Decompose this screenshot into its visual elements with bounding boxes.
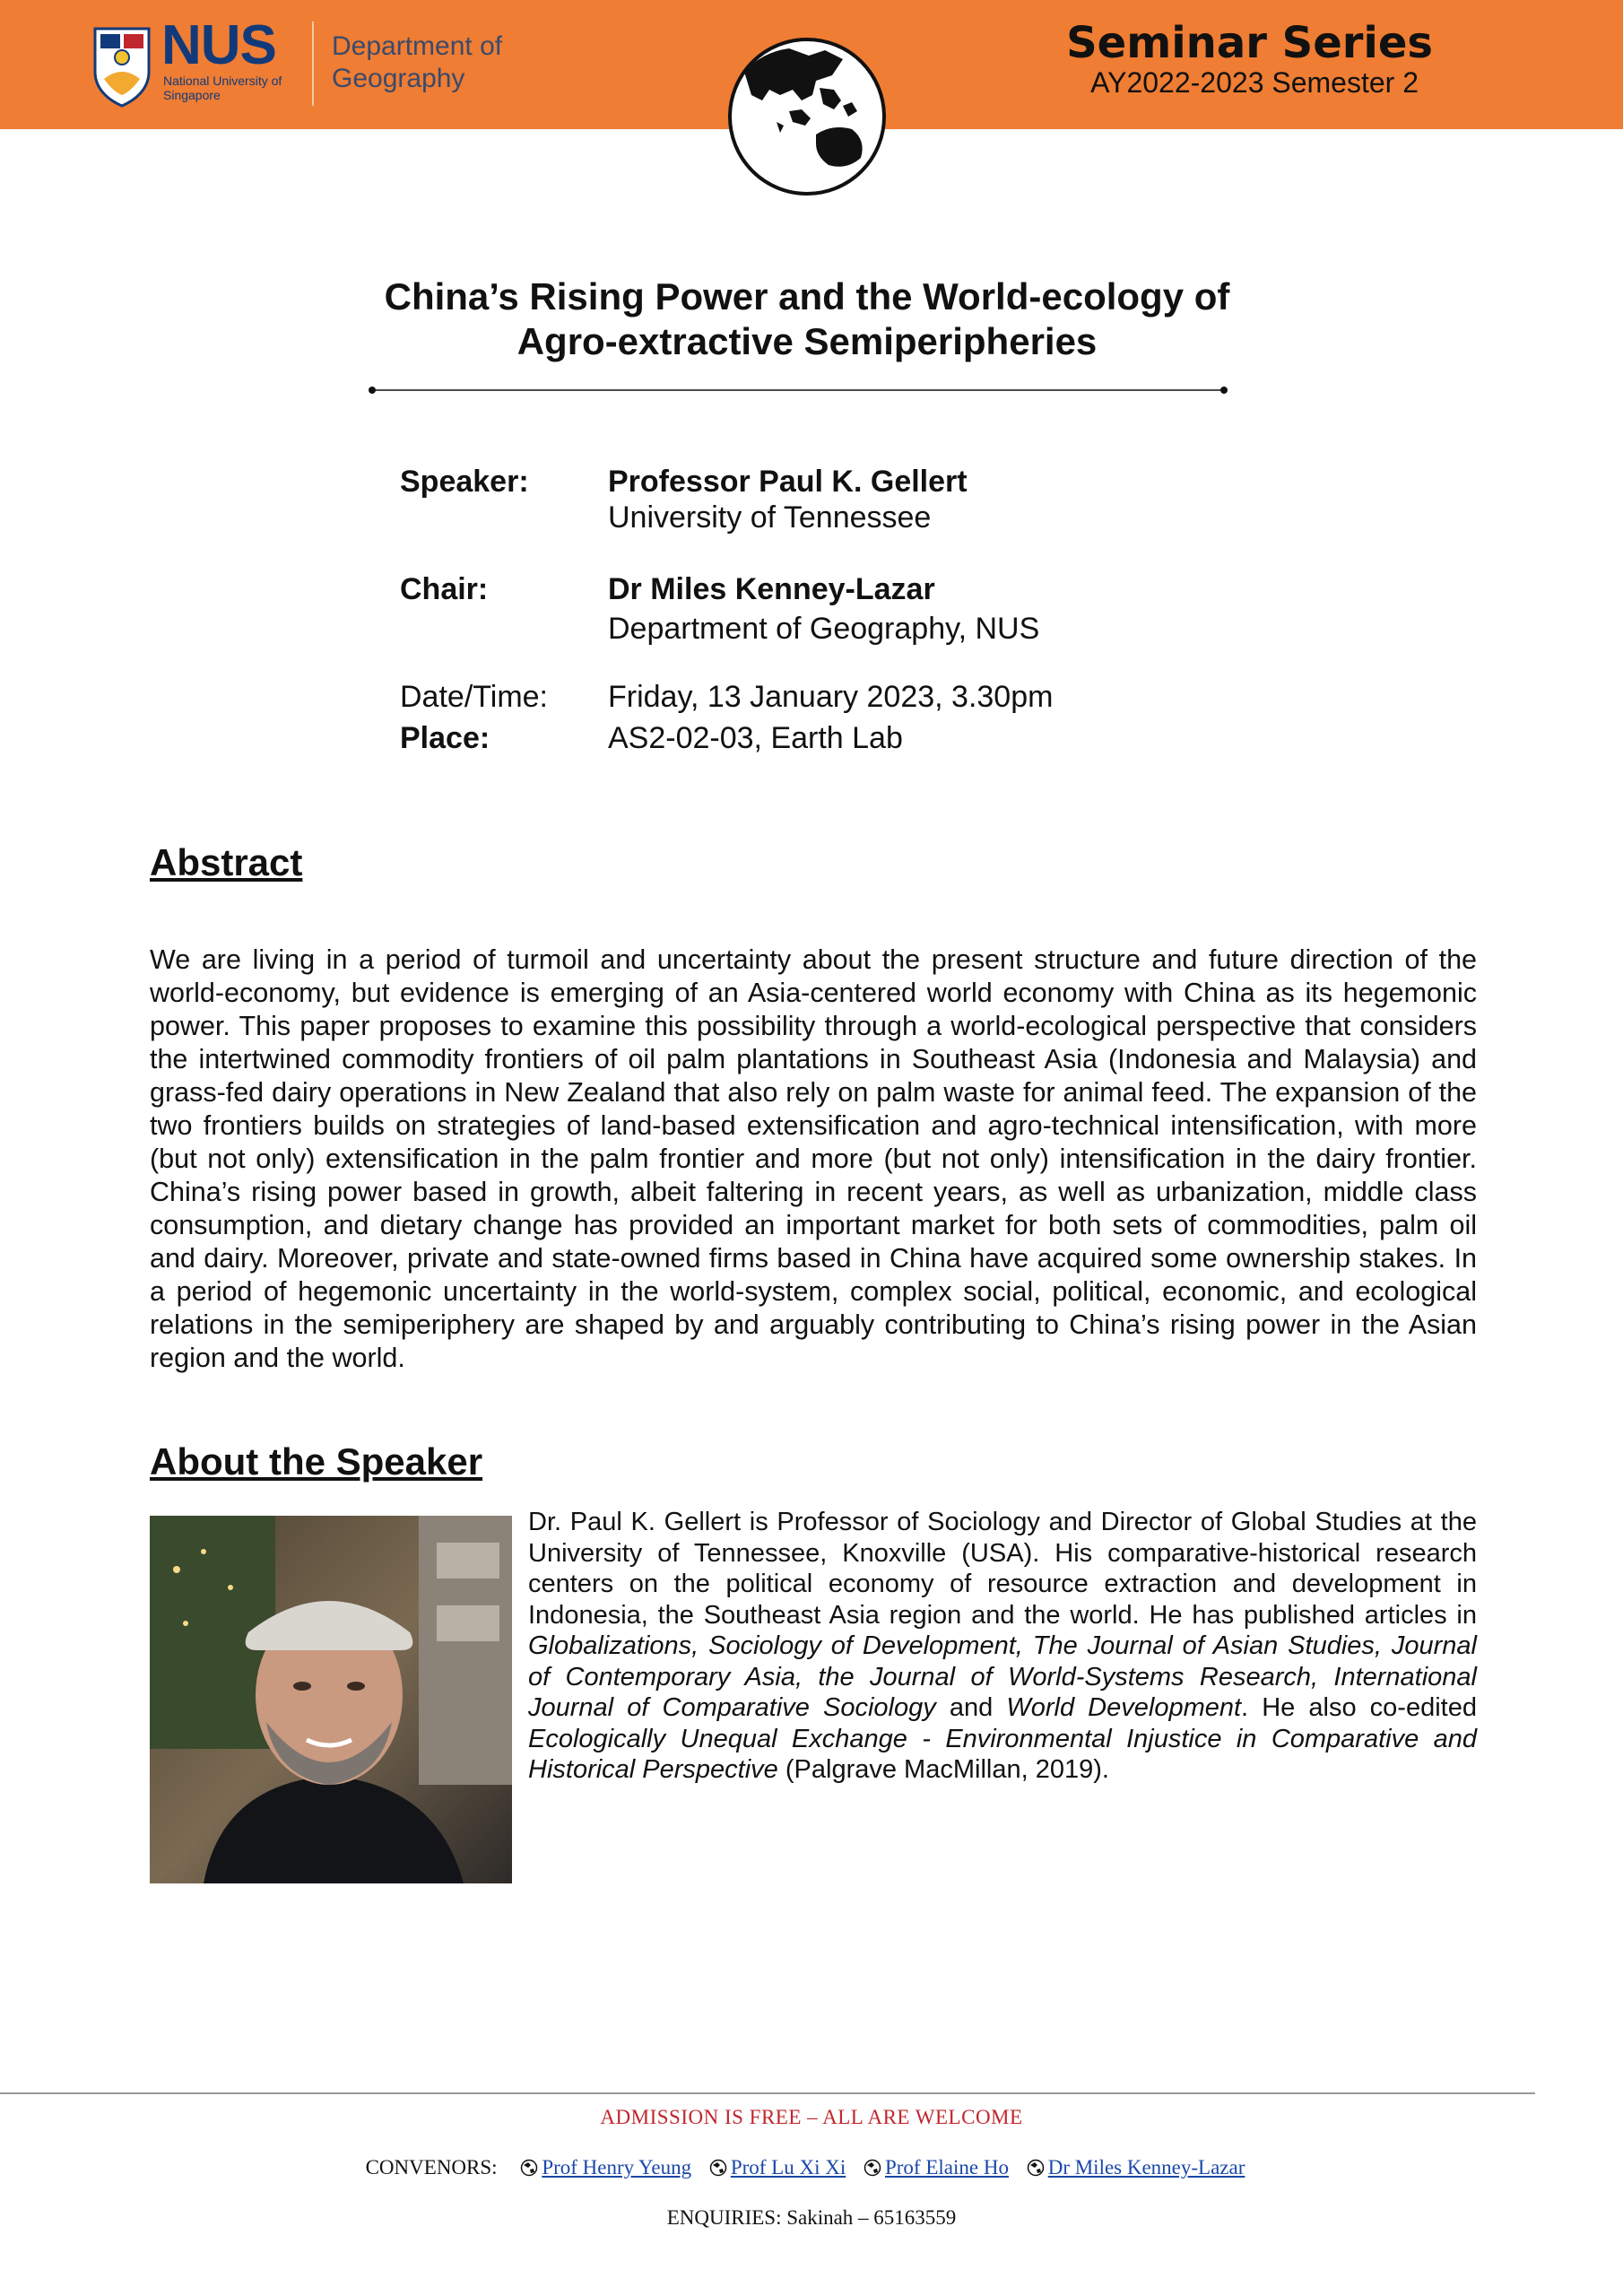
event-title-line-2: Agro-extractive Semiperipheries [516,320,1098,362]
convenors-label: CONVENORS: [365,2156,498,2179]
convenor-link-2[interactable]: Prof Lu Xi Xi [730,2156,846,2179]
department-name: Department of Geography [332,31,503,93]
event-title-line-1: China’s Rising Power and the World-ecology of [384,275,1230,317]
bio-part-2: . He also co-edited [1241,1693,1477,1722]
speaker-photo [150,1516,512,1883]
abstract-body: We are living in a period of turmoil and uncertainty about the present structure and future direction of the world-economy, but evidence is emerging of an Asia-centered world economy with China as its hegemonic power. This paper proposes to examine this possibility through a world-ecological perspective that considers the intertwined commodity frontiers of oil palm plantations in Southeast Asia (Indonesia and Malaysia) and grass-fed dairy operations in New Zealand that also rely on palm waste for animal feed. The expansion of the two frontiers builds on strategies of land-based extensification and agro-technical intensification, with more (but not only) extensification in the palm frontier and more (but not only) intensification in the dairy frontier. China’s rising power based in growth, albeit faltering in recent years, as well as urbanization, middle class consumption, and dietary change has provided an important market for both sets of commodities, palm oil and dairy. Moreover, private and state-owned firms based in China have acquired some ownership stakes. In a period of hegemonic uncertainty in the world-system, complex social, political, economic, and ecological relations in the semiperiphery are shaped by and arguably contributing to China’s rising power in the Asian region and the world. [150,944,1477,1373]
place-value: AS2-02-03, Earth Lab [608,721,903,755]
convenor-link-4[interactable]: Dr Miles Kenney-Lazar [1047,2156,1245,2179]
bio-journals-1: Globalizations, Sociology of Development, The Journal of Asian Studies, Journal of Contemporary Asia, the Journal of World-Systems Research, International Journal of Comparative Sociology [528,1631,1477,1722]
nus-logo-subtitle: National University of Singapore [163,74,282,102]
bio-book: Ecologically Unequal Exchange - Environmental Injustice in Comparative and Historical Perspective [528,1724,1477,1784]
enquiries-line: ENQUIRIES: Sakinah – 65163559 [666,2206,957,2229]
convenor-link-3[interactable]: Prof Elaine Ho [884,2156,1009,2179]
series-semester: AY2022-2023 Semester 2 [1090,66,1419,99]
speaker-name: Professor Paul K. Gellert [608,465,968,499]
abstract-heading: Abstract [150,841,303,883]
globe-bullet-icon [1027,2159,1045,2177]
header-divider [312,22,314,106]
place-label: Place: [400,721,490,755]
bio-journals-2: World Development [1006,1693,1242,1722]
about-speaker-heading: About the Speaker [150,1440,483,1483]
speaker-bio [528,1507,1477,1786]
series-title: Seminar Series [1066,18,1433,68]
bio-part-3: (Palgrave MacMillan, 2019). [777,1755,1109,1784]
bio-and: and [935,1693,1007,1722]
globe-icon [726,36,888,197]
nus-logo: NUS [161,14,276,76]
bio-part-1: Dr. Paul K. Gellert is Professor of Sociology and Director of Global Studies at the University of Tennessee, Knoxville (USA). His comparative-historical research centers on the political economy of resource extraction and development in Indonesia, the Southeast Asia region and the world. He has published articles in [528,1508,1477,1630]
globe-bullet-icon [864,2159,881,2177]
chair-name: Dr Miles Kenney-Lazar [608,572,935,606]
speaker-affiliation: University of Tennessee [608,500,932,535]
globe-bullet-icon [709,2159,727,2177]
datetime-label: Date/Time: [400,680,549,714]
event-title [269,274,1345,364]
nus-crest-icon [91,25,152,108]
chair-affiliation: Department of Geography, NUS [608,612,1040,646]
footer-divider [0,2092,1535,2094]
title-divider [368,386,1228,395]
globe-bullet-icon [520,2159,538,2177]
speaker-photo-image [150,1516,512,1883]
datetime-value: Friday, 13 January 2023, 3.30pm [608,680,1054,714]
chair-label: Chair: [400,572,489,606]
convenor-link-1[interactable]: Prof Henry Yeung [542,2156,692,2179]
admission-notice: ADMISSION IS FREE – ALL ARE WELCOME [600,2106,1023,2128]
speaker-label: Speaker: [400,465,529,499]
convenors-line [0,2156,1623,2179]
